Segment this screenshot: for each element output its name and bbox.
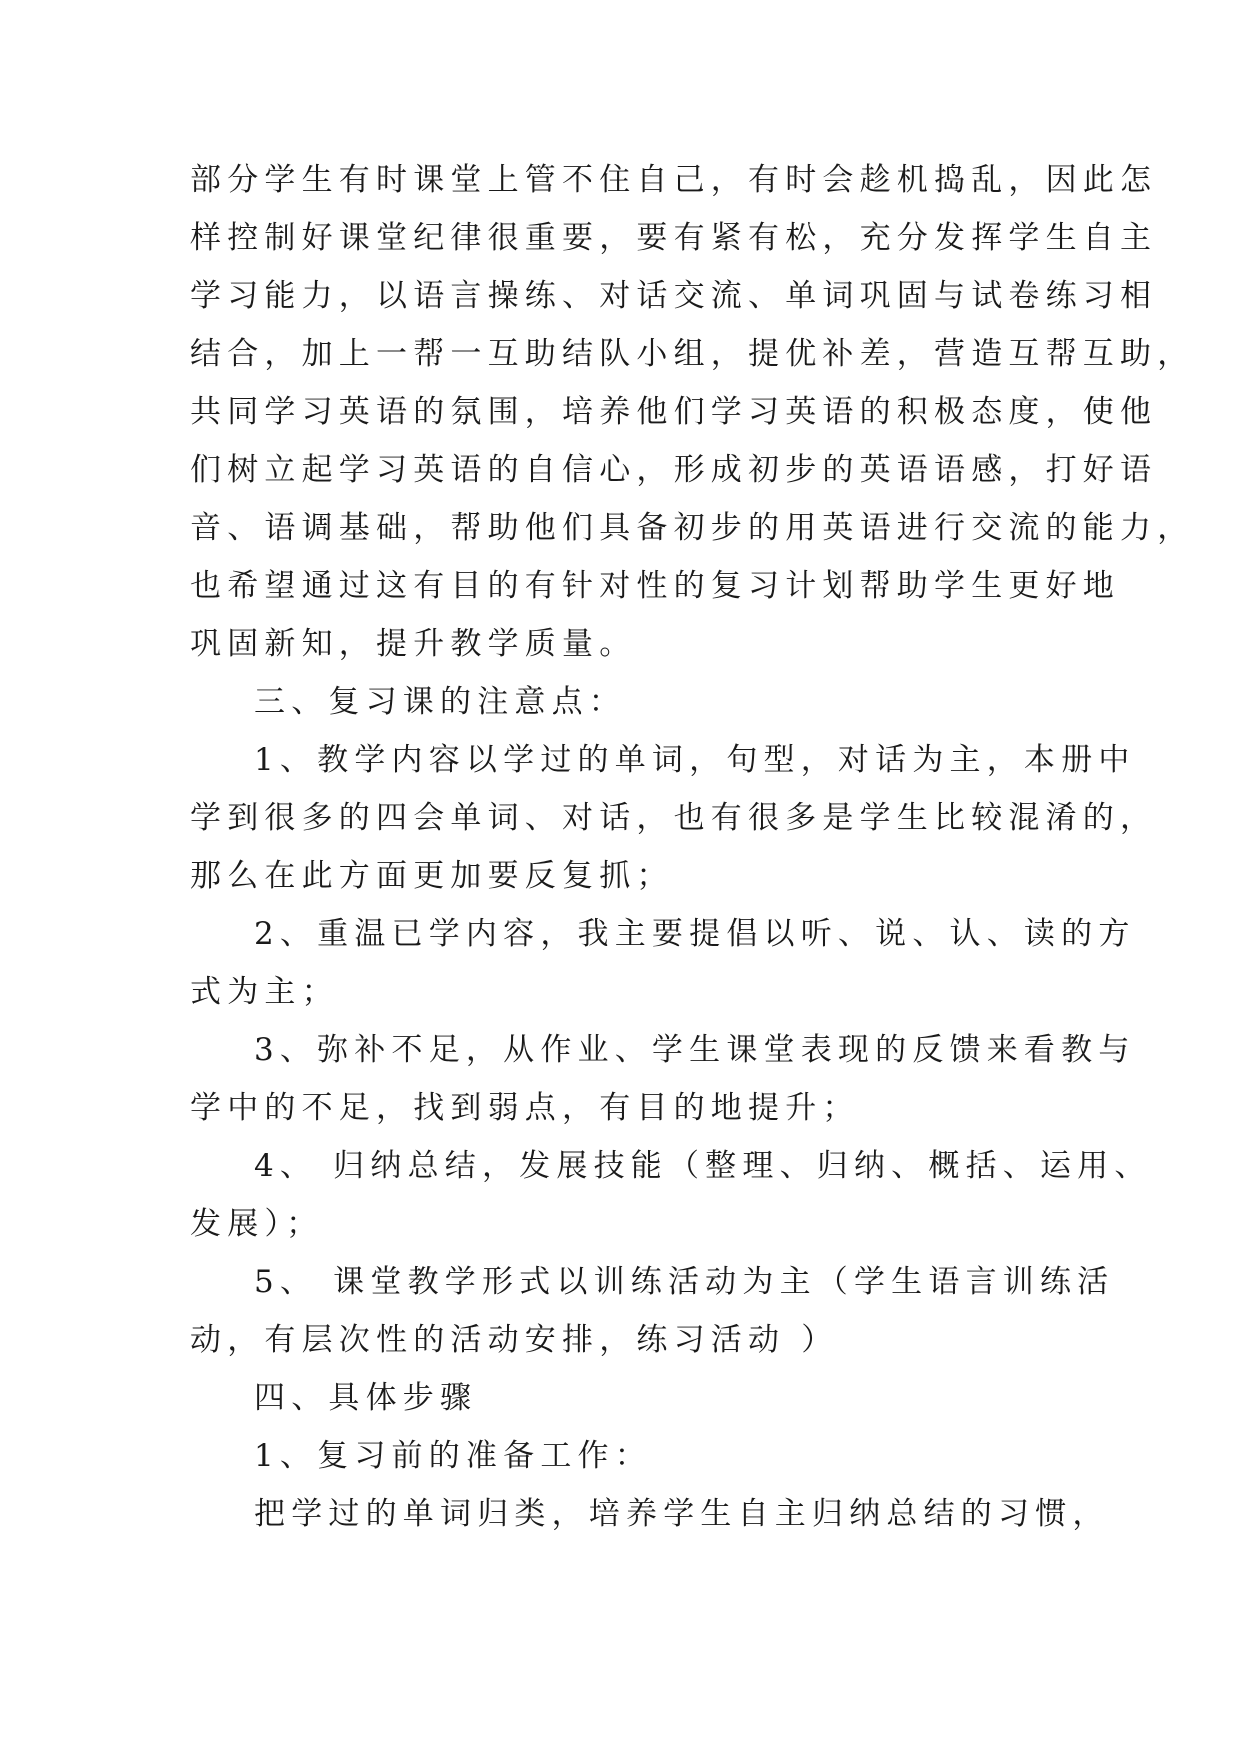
list-item-line: 学中的不足，找到弱点，有目的地提升； — [190, 1090, 860, 1126]
list-item-line: 2、重温已学内容，我主要提倡以听、说、认、读的方 — [254, 916, 1136, 952]
list-item-line: 发展）； — [190, 1206, 324, 1242]
paragraph-line: 样控制好课堂纪律很重要，要有紧有松，充分发挥学生自主 — [190, 220, 1158, 256]
paragraph-line: 部分学生有时课堂上管不住自己，有时会趁机捣乱，因此怎 — [190, 162, 1158, 198]
paragraph-line: 共同学习英语的氛围，培养他们学习英语的积极态度，使他 — [190, 394, 1158, 430]
paragraph-line: 结合，加上一帮一互助结队小组，提优补差，营造互帮互助， — [190, 336, 1195, 372]
section-heading: 三、复习课的注意点： — [254, 684, 626, 720]
list-item-line: 5、 课堂教学形式以训练活动为主（学生语言训练活 — [254, 1264, 1115, 1300]
subsection-heading: 1、复习前的准备工作： — [254, 1438, 652, 1474]
paragraph-line: 学习能力，以语言操练、对话交流、单词巩固与试卷练习相 — [190, 278, 1158, 314]
paragraph-line: 也希望通过这有目的有针对性的复习计划帮助学生更好地 — [190, 568, 1120, 604]
paragraph-line: 巩固新知，提升教学质量。 — [190, 626, 637, 662]
list-item-line: 那么在此方面更加要反复抓； — [190, 858, 674, 894]
list-item-line: 3、弥补不足，从作业、学生课堂表现的反馈来看教与 — [254, 1032, 1136, 1068]
list-item-line: 1、教学内容以学过的单词，句型，对话为主，本册中 — [254, 742, 1136, 778]
list-item-line: 4、 归纳总结，发展技能（整理、归纳、概括、运用、 — [254, 1148, 1152, 1184]
list-item-line: 学到很多的四会单词、对话，也有很多是学生比较混淆的， — [190, 800, 1158, 836]
list-item-line: 式为主； — [190, 974, 339, 1010]
paragraph-line: 把学过的单词归类，培养学生自主归纳总结的习惯， — [254, 1496, 1110, 1532]
paragraph-line: 音、语调基础，帮助他们具备初步的用英语进行交流的能力， — [190, 510, 1195, 546]
list-item-line: 动，有层次性的活动安排，练习活动 ） — [190, 1322, 839, 1358]
section-heading: 四、具体步骤 — [254, 1380, 478, 1416]
paragraph-line: 们树立起学习英语的自信心，形成初步的英语语感，打好语 — [190, 452, 1158, 488]
